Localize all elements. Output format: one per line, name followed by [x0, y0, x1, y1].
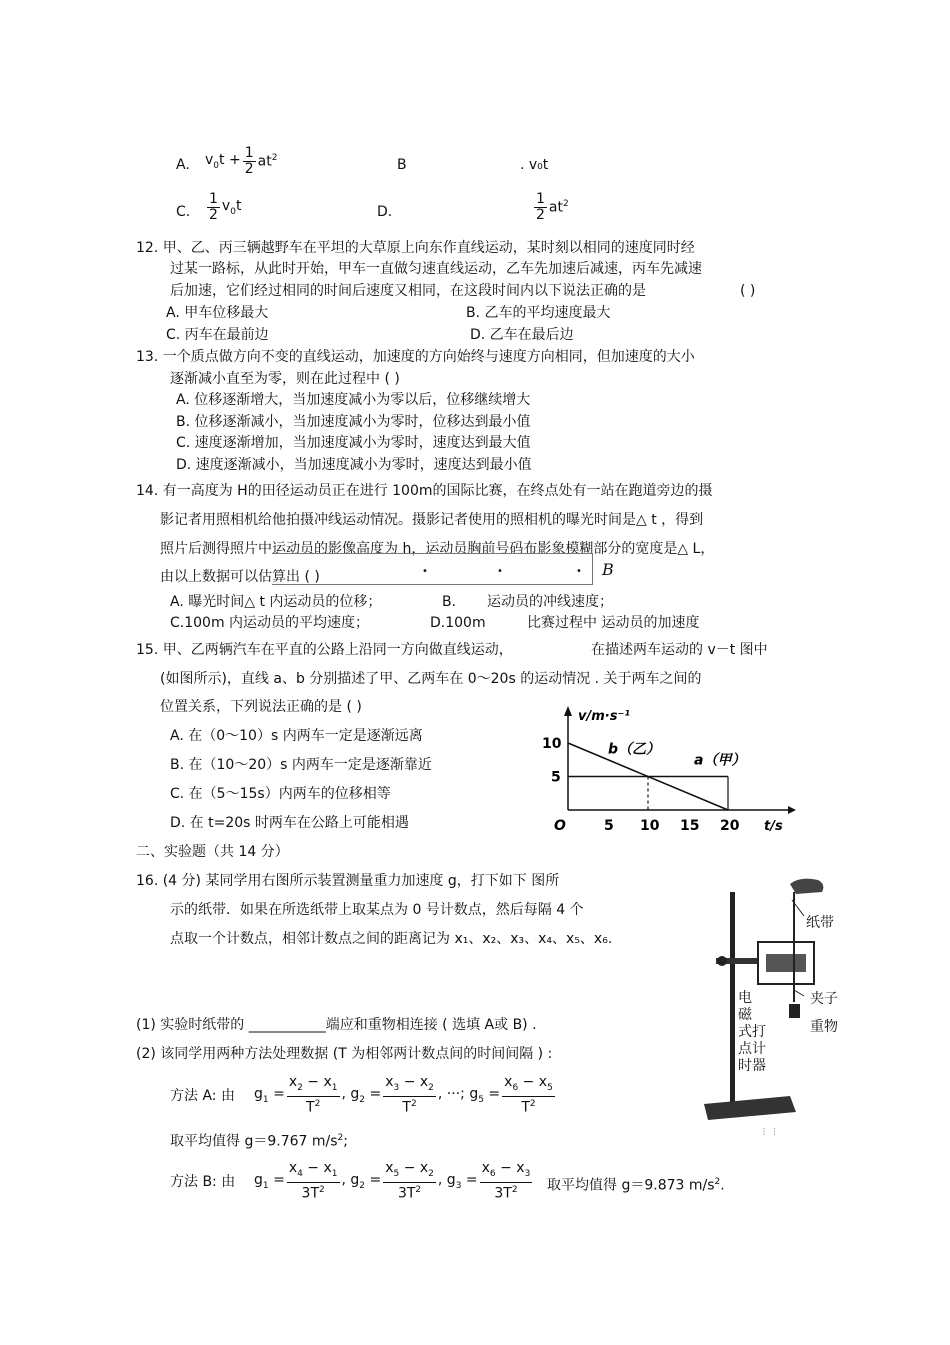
q11-option-a-formula: $v_0t$ + $\frac{1}{2}$ $at^2$: [205, 145, 278, 177]
x-tick-label: 5: [604, 818, 614, 834]
y-tick-label: 5: [551, 769, 561, 786]
q14-line-1: 14. 有一高度为 H的田径运动员正在进行 100m的国际比赛，在终点处有一站在跑道旁边的摄: [136, 483, 713, 499]
method-a-result-text: 取平均值得 g＝9.767 m/s: [170, 1133, 338, 1150]
method-a-formula: $g_1$ = $\frac{x_2 - x_1}{T^2}$ , $g_2$ = $\frac{x_3 - x_2}{T^2}$ , ···; $g_5$ = $\frac{x_6 - x_5}{T^2}$: [254, 1074, 553, 1116]
q12-option-c: C. 丙车在最前边: [166, 327, 269, 343]
weight-icon: [789, 1004, 800, 1018]
x-tick-label: 20: [720, 818, 740, 834]
tape-dot: •: [576, 566, 582, 577]
q13-option-a: A. 位移逐渐增大，当加速度减小为零以后，位移继续增大: [176, 392, 531, 408]
q13-line-2: 逐渐减小直至为零，则在此过程中 ( ): [170, 371, 400, 387]
q12-line-3: 后加速，它们经过相同的时间后速度又相同，在这段时间内以下说法正确的是: [170, 283, 646, 299]
method-b-label: 方法 B: 由: [170, 1174, 236, 1190]
q12-line-1: 12. 甲、乙、丙三辆越野车在平坦的大草原上向东作直线运动，某时刻以相同的速度同时经: [136, 240, 695, 256]
x-tick-label: 10: [640, 818, 660, 834]
q13-option-b: B. 位移逐渐减小，当加速度减小为零时，位移达到最小值: [176, 414, 531, 430]
q11-option-d-label: D.: [377, 204, 393, 220]
timer-label-line: 电: [738, 990, 752, 1006]
series-label-a: a（甲）: [694, 752, 746, 769]
q14-option-b-label: B.: [442, 594, 457, 610]
q15-line-1b: 在描述两车运动的 v－t 图中: [591, 642, 768, 658]
section-2-heading: 二、实验题（共 14 分）: [136, 844, 289, 860]
hand-icon: [790, 879, 823, 894]
q14-line-2: 影记者用照相机给他拍摄冲线运动情况。摄影记者使用的照相机的曝光时间是△ t ，得到: [160, 512, 704, 528]
method-a-result: 取平均值得 g＝9.767 $m/s^2$;: [170, 1133, 348, 1150]
q15-option-a: A. 在（0～10）s 内两车一定是逐渐远离: [170, 728, 423, 744]
clip-pointer: [794, 990, 804, 996]
timer-body: [766, 954, 806, 972]
q15-option-d: D. 在 t=20s 时两车在公路上可能相遇: [170, 815, 409, 831]
q12-option-b: B. 乙车的平均速度最大: [466, 305, 611, 321]
method-b-formula: $g_1$ = $\frac{x_4 - x_1}{3T^2}$ , $g_2$ = $\frac{x_5 - x_2}{3T^2}$ , $g_3$ = $\frac{x_6 - x_3}{3T^2}$: [254, 1160, 531, 1202]
clamp-knob: [717, 956, 727, 966]
q14-option-c: C.100m 内运动员的平均速度；: [170, 615, 370, 631]
x-tick-label: 15: [680, 818, 700, 834]
q16-line-2: 示的纸带．如果在所选纸带上取某点为 0 号计数点，然后每隔 4 个: [170, 902, 584, 918]
y-tick-label: 10: [542, 736, 562, 752]
q12-answer-paren: ( ): [740, 283, 756, 299]
q14-line-4: 由以上数据可以估算出 ( ): [160, 569, 320, 585]
label-weight: 重物: [810, 1019, 838, 1035]
q12-option-a: A. 甲车位移最大: [166, 305, 269, 321]
q14-line-3: 照片后测得照片中运动员的影像高度为 h，运动员胸前号码布影象模糊部分的宽度是△ L，: [160, 541, 715, 557]
q11-option-b-label: B: [397, 157, 407, 173]
q15-line-2: (如图所示)，直线 a、b 分别描述了甲、乙两车在 0～20s 的运动情况 . 关于两车之间的: [160, 671, 702, 687]
method-b-result: 取平均值得 g＝9.873 $m/s^2$.: [547, 1177, 725, 1194]
q13-option-d: D. 速度逐渐减小，当加速度减小为零时，速度达到最小值: [176, 457, 532, 473]
q14-option-d-label: D.100m: [430, 615, 486, 631]
stand-base: [704, 1096, 796, 1120]
label-clip: 夹子: [810, 991, 838, 1007]
q16-line-1: 16. (4 分) 某同学用右图所示装置测量重力加速度 g，打下如下 图所: [136, 873, 560, 889]
q14-option-b: 运动员的冲线速度；: [487, 594, 613, 610]
timer-label-line: 式打: [738, 1024, 766, 1040]
tape-end-b-label: B: [602, 560, 614, 579]
q16-part-1: (1) 实验时纸带的 ___________端应和重物相连接 ( 选填 A或 B) .: [136, 1017, 537, 1033]
series-label-b: b（乙）: [608, 741, 661, 758]
timer-label-line: 磁: [738, 1007, 752, 1023]
q15-line-3: 位置关系，下列说法正确的是 ( ): [160, 699, 362, 715]
tape-dot: •: [497, 566, 503, 577]
q14-option-d: 比赛过程中 运动员的加速度: [527, 615, 700, 631]
q11-option-b-formula: . v₀t: [520, 157, 549, 173]
q12-option-d: D. 乙车在最后边: [470, 327, 574, 343]
q11-option-d-formula: $\frac{1}{2}$ $at^2$: [536, 191, 569, 223]
tape-dot: •: [422, 566, 428, 577]
q13-line-1: 13. 一个质点做方向不变的直线运动，加速度的方向始终与速度方向相同，但加速度的大小: [136, 349, 695, 365]
timer-label-line: 点计: [738, 1041, 766, 1057]
y-axis-arrow: [564, 706, 572, 716]
q15-option-c: C. 在（5～15s）内两车的位移相等: [170, 786, 391, 802]
q16-part-2: (2) 该同学用两种方法处理数据 (T 为相邻两计数点间的时间间隔 ) :: [136, 1046, 553, 1062]
base-mark: ⋮ ⋮: [760, 1127, 779, 1136]
paper-tape-figure: [272, 553, 593, 585]
timer-label-line: 时器: [738, 1058, 766, 1074]
method-a-label: 方法 A: 由: [170, 1088, 235, 1104]
label-timer: [738, 990, 772, 1075]
q16-line-3: 点取一个计数点，相邻计数点之间的距离记为 x₁、x₂、x₃、x₄、x₅、x₆.: [170, 931, 613, 947]
q13-option-c: C. 速度逐渐增加，当加速度减小为零时，速度达到最大值: [176, 435, 531, 451]
q15-option-b: B. 在（10～20）s 内两车一定是逐渐靠近: [170, 757, 432, 773]
x-axis-label: t/s: [764, 819, 783, 834]
label-tape: 纸带: [806, 915, 834, 931]
y-axis-label: v/m·s⁻¹: [578, 709, 630, 724]
q14-option-a: A. 曝光时间△ t 内运动员的位移；: [170, 594, 382, 610]
x-tick-label: O: [554, 818, 566, 834]
x-axis-arrow: [788, 806, 796, 814]
q11-option-c-label: C.: [176, 204, 191, 220]
vt-chart: [538, 700, 798, 840]
q11-option-a-label: A.: [176, 157, 190, 173]
stand-pole: [730, 892, 735, 1102]
q11-option-c-formula: $\frac{1}{2}$ $v_0t$: [209, 191, 242, 223]
method-b-result-text: 取平均值得 g＝9.873 m/s: [547, 1177, 715, 1194]
q15-line-1: 15. 甲、乙两辆汽车在平直的公路上沿同一方向做直线运动，: [136, 642, 513, 658]
q12-line-2: 过某一路标，从此时开始，甲车一直做匀速直线运动，乙车先加速后减速，丙车先减速: [170, 261, 702, 277]
